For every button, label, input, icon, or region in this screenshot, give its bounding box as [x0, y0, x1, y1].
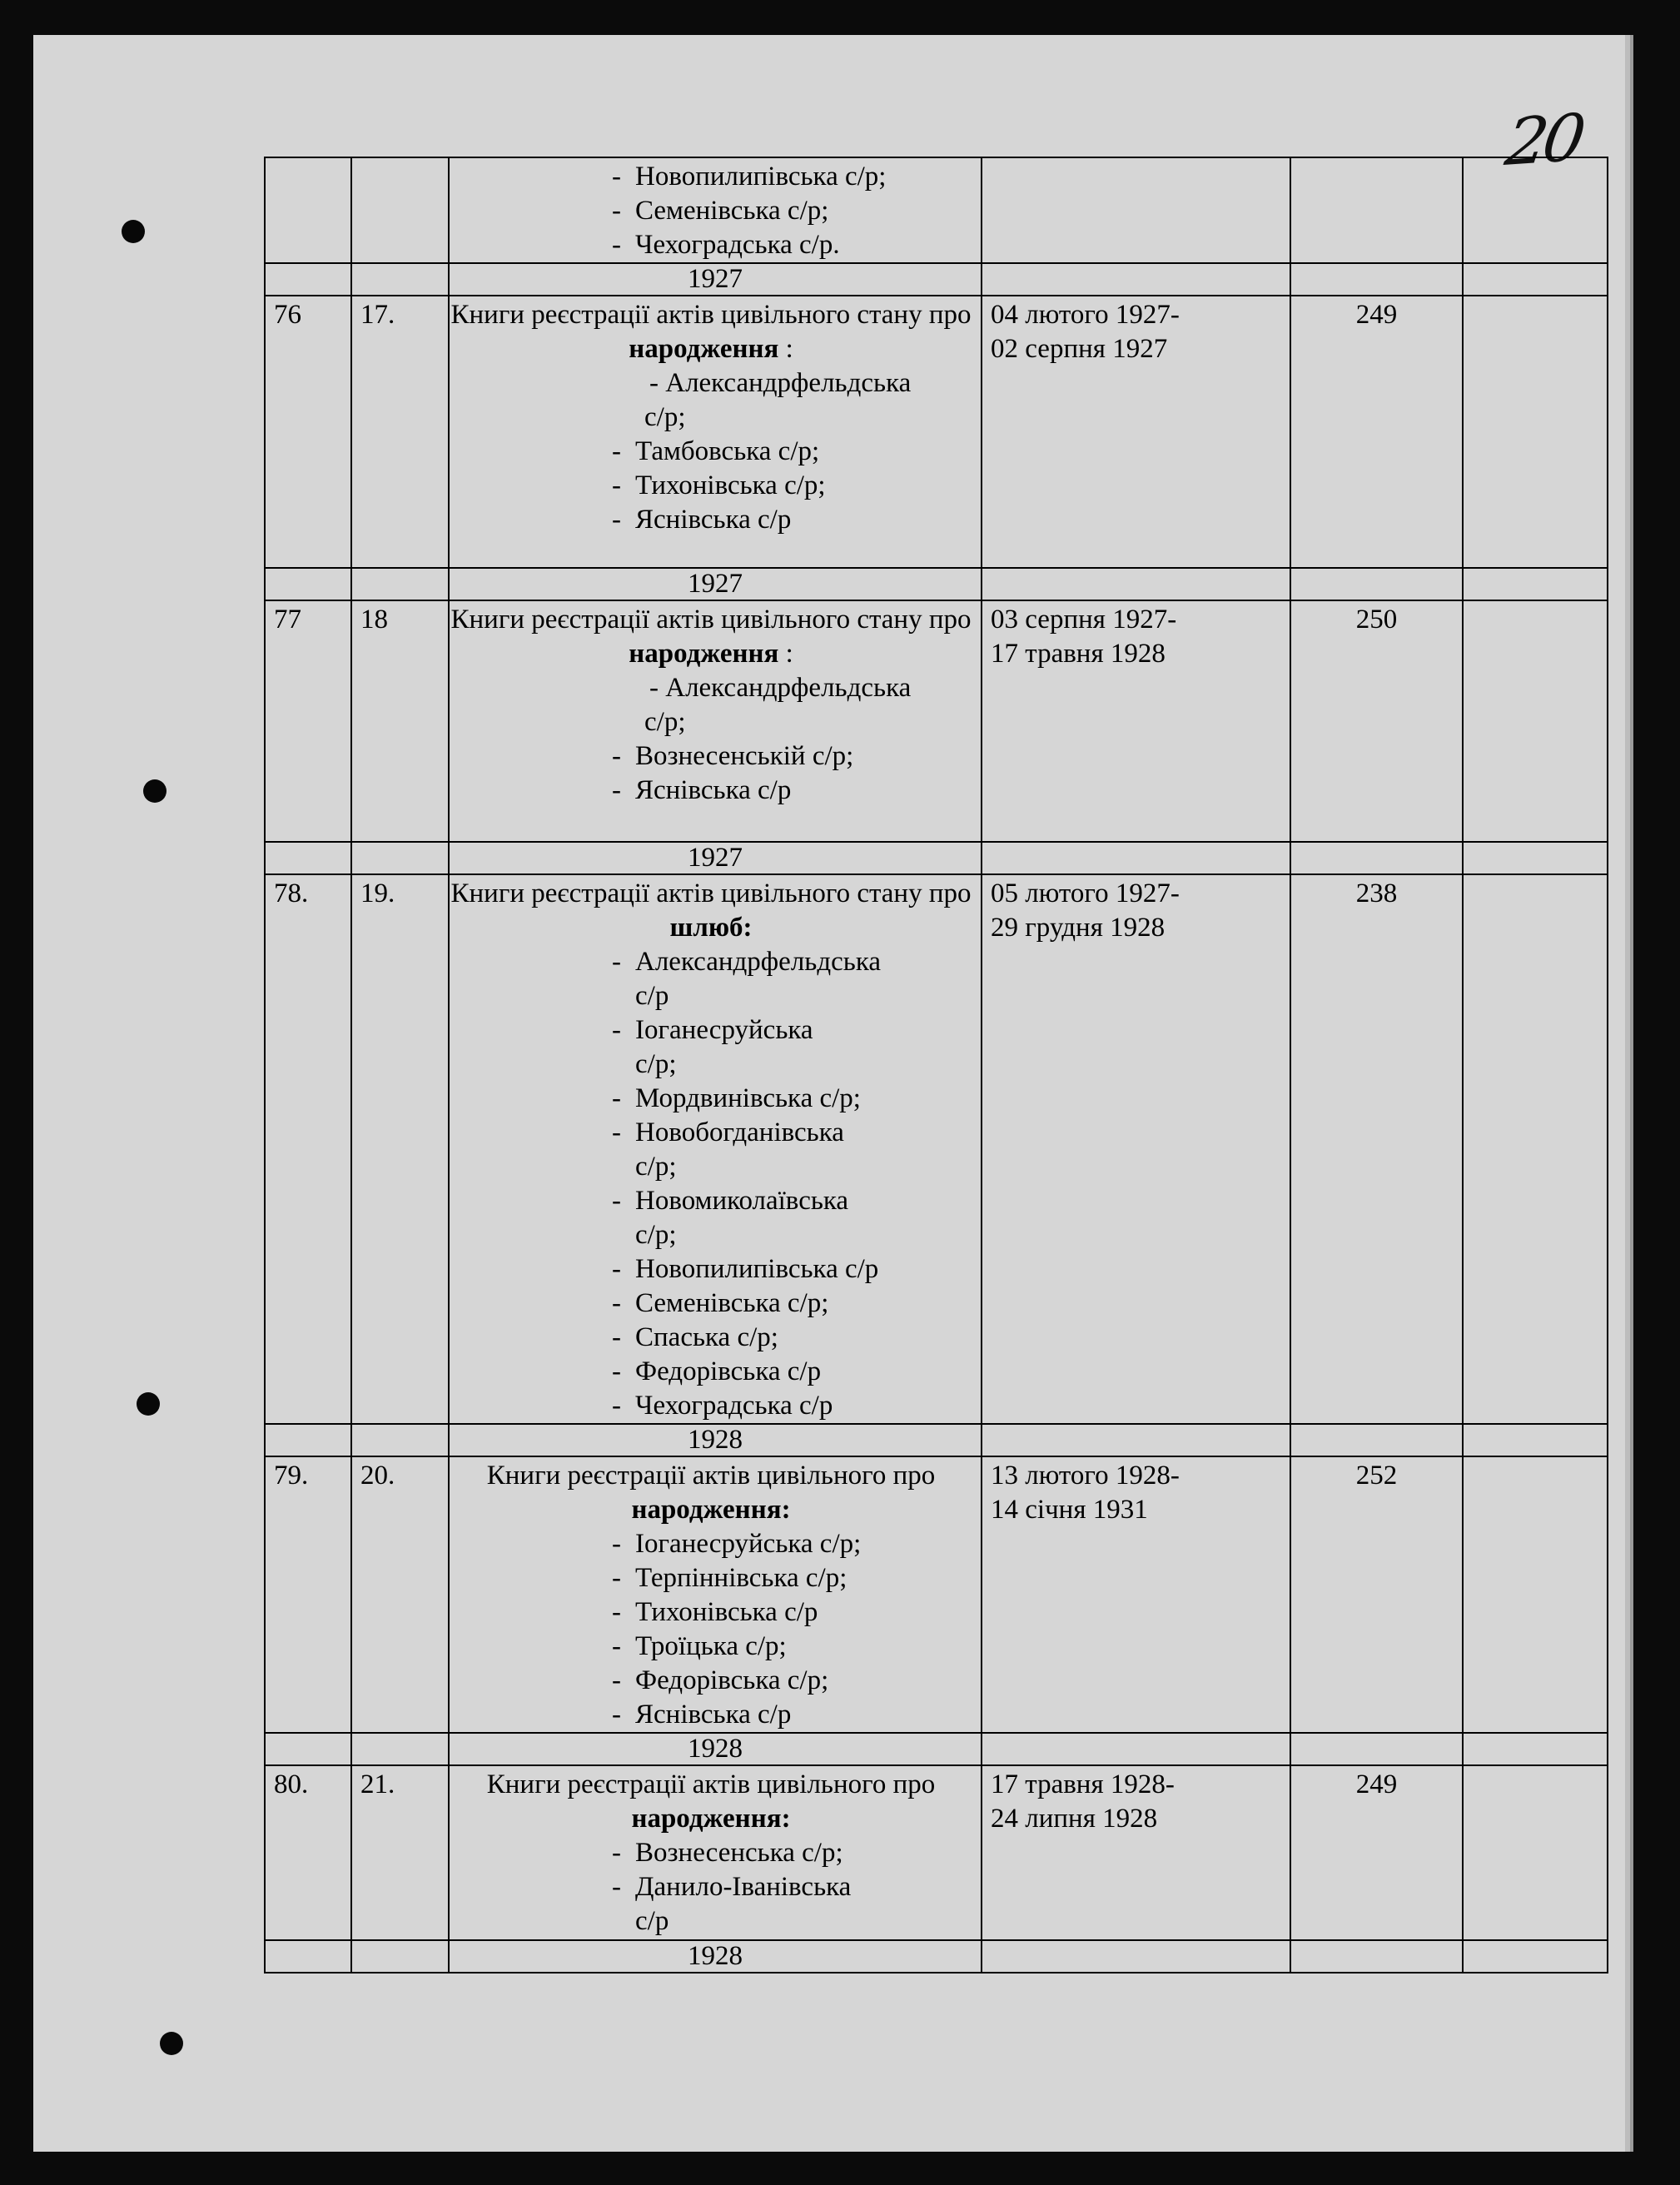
list-item: - Мордвинівська с/р;	[450, 1082, 972, 1116]
record-type: народження	[629, 334, 779, 364]
record-description	[449, 296, 982, 568]
date-range: 05 лютого 1927- 29 грудня 1928	[982, 874, 1290, 1424]
record-title: Книги реєстрації актів цивільного стану про шлюб:	[450, 878, 972, 943]
year-label: 1927	[449, 263, 982, 296]
page-count: 249	[1290, 1765, 1463, 1940]
cell-empty	[351, 1940, 449, 1973]
year-label: 1927	[449, 568, 982, 600]
list-item: - Вознесенська с/р;	[450, 1836, 972, 1870]
list-item: - Новомиколаївська с/р;	[450, 1184, 972, 1252]
cell-empty	[265, 1424, 351, 1456]
cell-empty	[1290, 1424, 1463, 1456]
list-item: - Чехоградська с/р.	[450, 228, 972, 262]
table-row	[265, 296, 1608, 568]
cell-empty	[1290, 1733, 1463, 1765]
year-label: 1928	[449, 1733, 982, 1765]
list-item: - Новопилипівська с/р;	[450, 160, 972, 194]
file-number: 21.	[351, 1765, 449, 1940]
cell-empty	[265, 1940, 351, 1973]
cell-empty	[351, 1733, 449, 1765]
table-body	[265, 157, 1608, 1973]
table-row-fragment	[265, 157, 1608, 263]
list-item: - Іоганесруйська с/р;	[450, 1013, 972, 1082]
record-title: Книги реєстрації актів цивільного про народження:	[486, 1769, 936, 1834]
cell-empty	[1463, 1733, 1608, 1765]
file-number: 19.	[351, 874, 449, 1424]
list-item: - Вознесенській с/р;	[450, 739, 972, 774]
date-range: 04 лютого 1927- 02 серпня 1927	[982, 296, 1290, 568]
list-item: - Терпіннівська с/р;	[450, 1561, 972, 1595]
cell-empty	[1463, 1940, 1608, 1973]
list-item: - Данило-Іванівська с/р	[450, 1870, 972, 1939]
cell-title	[449, 157, 982, 263]
cell-empty	[265, 842, 351, 874]
page-count: 249	[1290, 296, 1463, 568]
file-number: 18	[351, 600, 449, 842]
record-number: 76	[265, 296, 351, 568]
first-list-item-cont: с/р;	[644, 402, 686, 432]
cell-empty	[1290, 568, 1463, 600]
list-item: - Тихонівська с/р;	[450, 469, 972, 503]
year-row	[265, 1424, 1608, 1456]
punch-hole-3	[137, 1392, 160, 1416]
note	[1463, 1456, 1608, 1733]
punch-hole-2	[143, 779, 167, 803]
list-item: - Спаська с/р;	[450, 1321, 972, 1355]
record-description	[449, 1456, 982, 1733]
list-item: - Федорівська с/р	[450, 1355, 972, 1389]
cell-empty	[351, 842, 449, 874]
year-row	[265, 1940, 1608, 1973]
list-item: - Тамбовська с/р;	[450, 435, 972, 469]
page-count: 250	[1290, 600, 1463, 842]
list-item: - Семенівська с/р;	[450, 194, 972, 228]
cell-note	[1463, 157, 1608, 263]
cell-empty	[982, 1733, 1290, 1765]
record-type: народження:	[631, 1804, 791, 1834]
first-list-item: - Александрфельдська	[649, 673, 912, 703]
table-row	[265, 1456, 1608, 1733]
list-item: - Троїцька с/р;	[450, 1630, 972, 1664]
cell-empty	[265, 568, 351, 600]
punch-hole-4	[160, 2032, 183, 2055]
record-type: шлюб:	[669, 913, 753, 943]
cell-empty	[982, 1424, 1290, 1456]
record-number: 78.	[265, 874, 351, 1424]
cell-empty	[982, 568, 1290, 600]
item-list	[450, 435, 972, 537]
list-item: - Новобогданівська с/р;	[450, 1116, 972, 1184]
cell-empty	[1463, 263, 1608, 296]
year-row	[265, 1733, 1608, 1765]
punch-hole-1	[122, 220, 145, 243]
cell-empty	[1290, 842, 1463, 874]
cell-empty	[982, 263, 1290, 296]
cell-num2	[351, 157, 449, 263]
cell-empty	[351, 263, 449, 296]
list-item: - Яснівська с/р	[450, 1698, 972, 1732]
record-number: 77	[265, 600, 351, 842]
first-list-item-cont: с/р;	[644, 707, 686, 737]
page-count: 238	[1290, 874, 1463, 1424]
first-list-item: - Александрфельдська	[649, 368, 912, 398]
item-list	[450, 945, 972, 1423]
date-range: 13 лютого 1928- 14 січня 1931	[982, 1456, 1290, 1733]
table-row	[265, 874, 1608, 1424]
table-row	[265, 600, 1608, 842]
page-count: 252	[1290, 1456, 1463, 1733]
year-row	[265, 568, 1608, 600]
item-list	[450, 1527, 972, 1732]
list-item: - Яснівська с/р	[450, 503, 972, 537]
record-title: Книги реєстрації актів цивільного стану про народження :	[450, 300, 972, 364]
file-number: 20.	[351, 1456, 449, 1733]
list-item: - Тихонівська с/р	[450, 1595, 972, 1630]
record-type: народження:	[631, 1495, 791, 1525]
cell-empty	[1290, 1940, 1463, 1973]
item-list	[450, 160, 972, 262]
date-range: 17 травня 1928- 24 липня 1928	[982, 1765, 1290, 1940]
list-item: - Яснівська с/р	[450, 774, 972, 808]
list-item: - Александрфельдська с/р	[450, 945, 972, 1013]
cell-empty	[1463, 1424, 1608, 1456]
cell-num1	[265, 157, 351, 263]
list-item: - Новопилипівська с/р	[450, 1252, 972, 1287]
list-item: - Федорівська с/р;	[450, 1664, 972, 1698]
cell-empty	[1463, 568, 1608, 600]
cell-empty	[265, 263, 351, 296]
archive-inventory-table	[264, 157, 1608, 1973]
note	[1463, 874, 1608, 1424]
note	[1463, 1765, 1608, 1940]
year-label: 1928	[449, 1940, 982, 1973]
table-row	[265, 1765, 1608, 1940]
record-description	[449, 600, 982, 842]
record-number: 79.	[265, 1456, 351, 1733]
year-row	[265, 263, 1608, 296]
note	[1463, 600, 1608, 842]
list-item: - Іоганесруйська с/р;	[450, 1527, 972, 1561]
year-label: 1927	[449, 842, 982, 874]
record-description	[449, 1765, 982, 1940]
item-list	[450, 1836, 972, 1939]
record-title: Книги реєстрації актів цивільного про народження:	[486, 1461, 936, 1525]
item-list	[450, 739, 972, 808]
record-title: Книги реєстрації актів цивільного стану про народження :	[450, 605, 972, 669]
cell-dates	[982, 157, 1290, 263]
file-number: 17.	[351, 296, 449, 568]
record-type: народження	[629, 639, 779, 669]
cell-count	[1290, 157, 1463, 263]
record-description	[449, 874, 982, 1424]
list-item: - Чехоградська с/р	[450, 1389, 972, 1423]
cell-empty	[351, 568, 449, 600]
cell-empty	[1463, 842, 1608, 874]
cell-empty	[351, 1424, 449, 1456]
cell-empty	[982, 1940, 1290, 1973]
list-item: - Семенівська с/р;	[450, 1287, 972, 1321]
record-number: 80.	[265, 1765, 351, 1940]
year-label: 1928	[449, 1424, 982, 1456]
cell-empty	[1290, 263, 1463, 296]
cell-empty	[982, 842, 1290, 874]
date-range: 03 серпня 1927- 17 травня 1928	[982, 600, 1290, 842]
cell-empty	[265, 1733, 351, 1765]
handwritten-page-number: 20	[1501, 101, 1586, 181]
year-row	[265, 842, 1608, 874]
note	[1463, 296, 1608, 568]
